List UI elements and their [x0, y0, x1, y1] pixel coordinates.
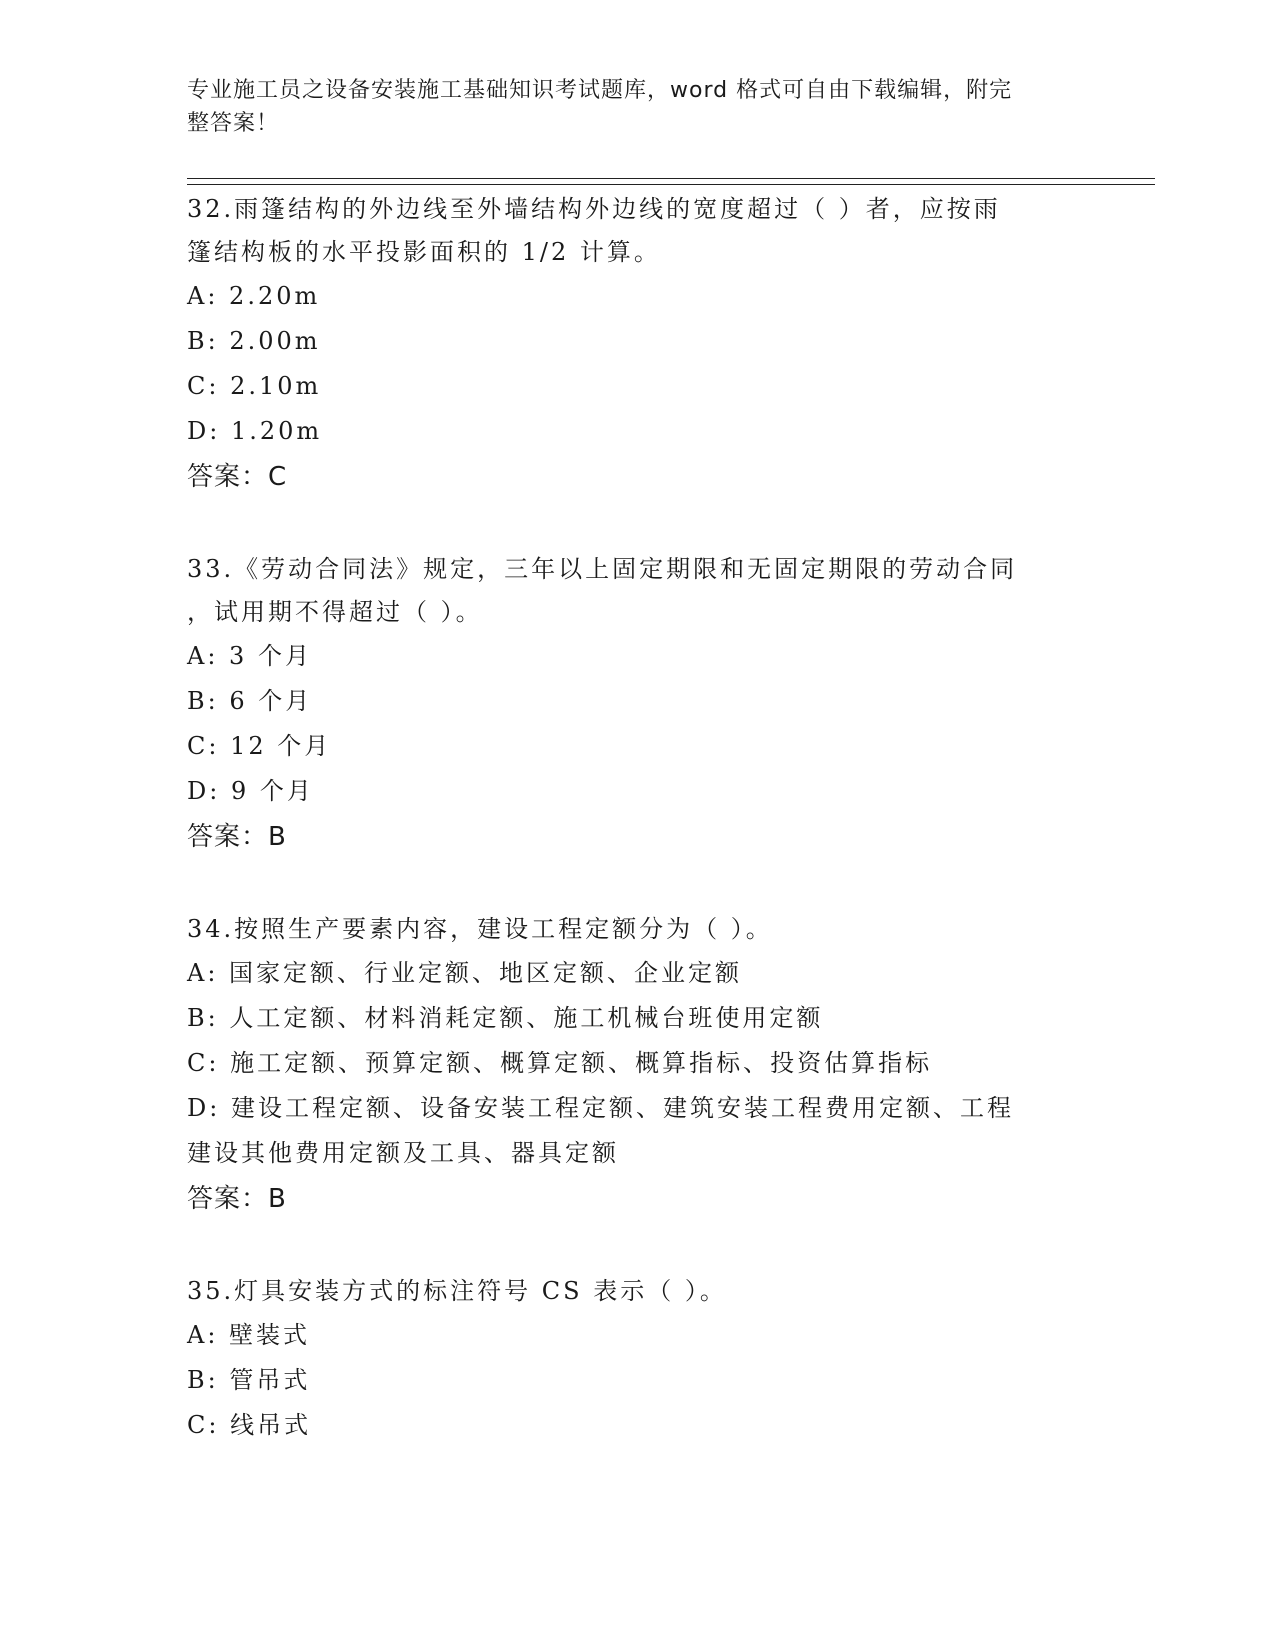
- option-b: B: 6 个月: [187, 687, 313, 715]
- question-item: [187, 1270, 1087, 1448]
- option-a: A: 2.20m: [187, 282, 321, 310]
- option-a: A: 3 个月: [187, 642, 312, 670]
- option-b: B: 管吊式: [187, 1366, 311, 1394]
- question-item: [187, 908, 1087, 1222]
- option-c: C: 施工定额、预算定额、概算定额、概算指标、投资估算指标: [187, 1049, 933, 1077]
- option-d: D: 建设工程定额、设备安装工程定额、建筑安装工程费用定额、工程: [187, 1094, 1014, 1122]
- question-item: [187, 188, 1087, 500]
- header-divider: [187, 184, 1155, 185]
- answer-label: 答案：C: [187, 462, 288, 492]
- question-stem: 篷结构板的水平投影面积的 1/2 计算。: [187, 238, 661, 266]
- option-d-continued: 建设其他费用定额及工具、器具定额: [187, 1139, 619, 1167]
- question-stem: 33.《劳动合同法》规定，三年以上固定期限和无固定期限的劳动合同: [187, 555, 1018, 583]
- question-item: [187, 548, 1087, 860]
- question-list: [187, 188, 1087, 1496]
- option-c: C: 线吊式: [187, 1411, 312, 1439]
- question-stem: 32.雨篷结构的外边线至外墙结构外边线的宽度超过（ ）者，应按雨: [187, 195, 1001, 223]
- question-stem: 35.灯具安装方式的标注符号 CS 表示（ ）。: [187, 1277, 727, 1305]
- option-a: A: 壁装式: [187, 1321, 311, 1349]
- question-stem: 34.按照生产要素内容，建设工程定额分为（ ）。: [187, 915, 773, 943]
- option-d: D: 9 个月: [187, 777, 314, 805]
- answer-label: 答案：B: [187, 822, 287, 852]
- option-d: D: 1.20m: [187, 417, 323, 445]
- option-c: C: 2.10m: [187, 372, 322, 400]
- header-line: 专业施工员之设备安装施工基础知识考试题库，word 格式可自由下载编辑，附完: [187, 78, 1013, 103]
- question-stem: ，试用期不得超过（ ）。: [187, 598, 483, 626]
- header-line: 整答案！: [187, 111, 280, 136]
- option-b: B: 人工定额、材料消耗定额、施工机械台班使用定额: [187, 1004, 824, 1032]
- header-divider: [187, 178, 1155, 179]
- option-c: C: 12 个月: [187, 732, 332, 760]
- option-a: A: 国家定额、行业定额、地区定额、企业定额: [187, 959, 743, 987]
- answer-label: 答案：B: [187, 1184, 287, 1214]
- document-header: [187, 74, 1067, 140]
- option-b: B: 2.00m: [187, 327, 321, 355]
